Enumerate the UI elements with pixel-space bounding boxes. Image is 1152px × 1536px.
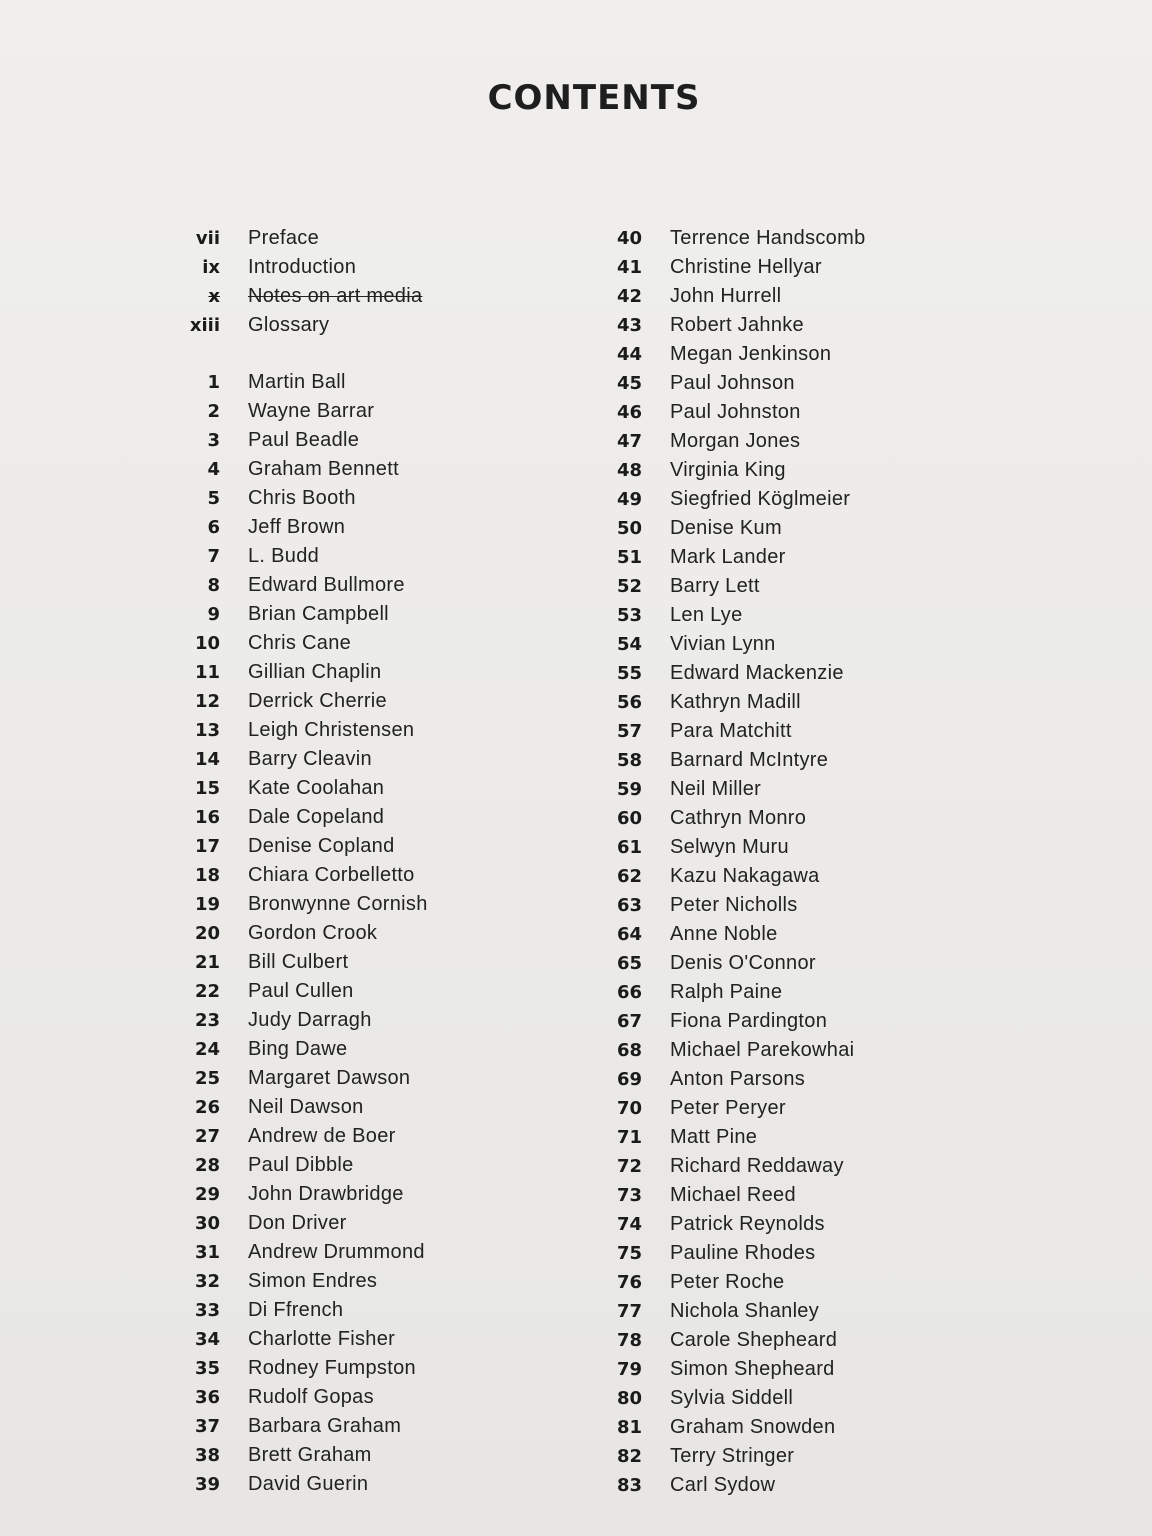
contents-entry xyxy=(168,513,428,542)
entry-page-number: 8 xyxy=(207,575,220,596)
contents-entry xyxy=(168,716,428,745)
entry-title: Selwyn Muru xyxy=(670,836,789,858)
entry-page-number: 47 xyxy=(616,431,642,452)
entry-page-number: 65 xyxy=(616,953,642,974)
entry-title: Barbara Graham xyxy=(248,1415,402,1437)
entry-page-number: 45 xyxy=(616,373,642,394)
entry-page-number: 33 xyxy=(194,1300,220,1321)
entry-title: Nichola Shanley xyxy=(670,1300,820,1322)
contents-entry xyxy=(168,658,428,687)
entry-page-number: 30 xyxy=(194,1213,220,1234)
contents-entry xyxy=(590,978,866,1007)
entry-title: Judy Darragh xyxy=(248,1009,372,1031)
entry-title: Richard Reddaway xyxy=(670,1155,844,1177)
entry-page-number: 77 xyxy=(616,1301,642,1322)
entry-title: Don Driver xyxy=(248,1212,347,1234)
contents-entry xyxy=(590,1268,866,1297)
contents-entry xyxy=(590,1297,866,1326)
entry-page-number: 61 xyxy=(616,837,642,858)
entry-page-number: 78 xyxy=(616,1330,642,1351)
entry-page-number: 62 xyxy=(616,866,642,887)
section-gap xyxy=(168,340,428,368)
artist-list-right xyxy=(590,224,866,1500)
entry-title: Robert Jahnke xyxy=(670,314,804,336)
entry-page-number: vii xyxy=(195,228,220,249)
entry-page-number: 44 xyxy=(616,344,642,365)
entry-title: Barnard McIntyre xyxy=(670,749,829,771)
entry-title: Graham Bennett xyxy=(248,458,399,480)
entry-title: Paul Dibble xyxy=(248,1154,354,1176)
entry-page-number: 1 xyxy=(207,372,220,393)
contents-entry xyxy=(168,1267,428,1296)
entry-title: Kazu Nakagawa xyxy=(670,865,820,887)
entry-page-number: 36 xyxy=(194,1387,220,1408)
contents-entry xyxy=(590,746,866,775)
contents-entry xyxy=(168,745,428,774)
contents-entry xyxy=(590,1326,866,1355)
entry-page-number: 37 xyxy=(194,1416,220,1437)
entry-page-number: 75 xyxy=(616,1243,642,1264)
contents-entry xyxy=(590,427,866,456)
contents-entry xyxy=(168,1412,428,1441)
contents-entry xyxy=(168,1238,428,1267)
contents-entry xyxy=(168,600,428,629)
entry-page-number: 17 xyxy=(194,836,220,857)
entry-page-number: 54 xyxy=(616,634,642,655)
contents-entry xyxy=(590,1413,866,1442)
contents-entry xyxy=(590,1442,866,1471)
entry-page-number: 66 xyxy=(616,982,642,1003)
entry-page-number: 41 xyxy=(616,257,642,278)
contents-entry xyxy=(168,1383,428,1412)
contents-entry xyxy=(590,1065,866,1094)
entry-title: Charlotte Fisher xyxy=(248,1328,396,1350)
contents-entry xyxy=(590,1471,866,1500)
entry-page-number: 71 xyxy=(616,1127,642,1148)
contents-entry xyxy=(590,1210,866,1239)
contents-entry xyxy=(590,833,866,862)
entry-page-number: 18 xyxy=(194,865,220,886)
entry-page-number: 60 xyxy=(616,808,642,829)
entry-title: Denis O'Connor xyxy=(670,952,816,974)
entry-page-number: 13 xyxy=(194,720,220,741)
contents-entry xyxy=(168,832,428,861)
entry-title: Bill Culbert xyxy=(248,951,349,973)
contents-entry xyxy=(168,1093,428,1122)
contents-entry xyxy=(168,455,428,484)
entry-page-number: 72 xyxy=(616,1156,642,1177)
entry-page-number: 67 xyxy=(616,1011,642,1032)
entry-page-number: 28 xyxy=(194,1155,220,1176)
entry-page-number: ix xyxy=(202,257,220,278)
entry-title: Peter Roche xyxy=(670,1271,785,1293)
contents-entry xyxy=(590,659,866,688)
entry-page-number: x xyxy=(208,286,220,307)
entry-page-number: 49 xyxy=(616,489,642,510)
contents-entry xyxy=(168,1441,428,1470)
entry-title: Siegfried Köglmeier xyxy=(670,488,851,510)
entry-title: Notes on art media xyxy=(248,285,423,307)
entry-title: Introduction xyxy=(248,256,357,278)
entry-page-number: 58 xyxy=(616,750,642,771)
contents-column-left xyxy=(168,224,428,1499)
contents-entry xyxy=(590,1007,866,1036)
entry-title: Matt Pine xyxy=(670,1126,758,1148)
contents-entry xyxy=(168,1209,428,1238)
contents-entry xyxy=(590,717,866,746)
contents-entry xyxy=(168,919,428,948)
contents-entry xyxy=(168,282,428,311)
contents-entry xyxy=(590,1094,866,1123)
entry-page-number: 35 xyxy=(194,1358,220,1379)
contents-entry xyxy=(168,803,428,832)
entry-page-number: 74 xyxy=(616,1214,642,1235)
entry-title: Peter Peryer xyxy=(670,1097,786,1119)
entry-title: Ralph Paine xyxy=(670,981,783,1003)
entry-title: Brian Campbell xyxy=(248,603,389,625)
contents-entry xyxy=(590,804,866,833)
entry-title: Denise Copland xyxy=(248,835,395,857)
entry-page-number: 19 xyxy=(194,894,220,915)
contents-entry xyxy=(168,1122,428,1151)
entry-title: Gillian Chaplin xyxy=(248,661,382,683)
entry-title: Dale Copeland xyxy=(248,806,385,828)
entry-title: Martin Ball xyxy=(248,371,346,393)
entry-page-number: 52 xyxy=(616,576,642,597)
entry-title: Andrew de Boer xyxy=(248,1125,396,1147)
contents-entry xyxy=(168,629,428,658)
contents-entry xyxy=(590,398,866,427)
entry-page-number: 56 xyxy=(616,692,642,713)
entry-title: David Guerin xyxy=(248,1473,369,1495)
entry-title: Sylvia Siddell xyxy=(670,1387,794,1409)
entry-page-number: 34 xyxy=(194,1329,220,1350)
entry-title: Glossary xyxy=(248,314,330,336)
contents-entry xyxy=(590,688,866,717)
entry-page-number: 38 xyxy=(194,1445,220,1466)
entry-title: Paul Cullen xyxy=(248,980,354,1002)
entry-title: Fiona Pardington xyxy=(670,1010,828,1032)
contents-entry xyxy=(590,543,866,572)
entry-title: Chiara Corbelletto xyxy=(248,864,415,886)
contents-entry xyxy=(590,1123,866,1152)
entry-title: John Hurrell xyxy=(670,285,782,307)
entry-page-number: 14 xyxy=(194,749,220,770)
entry-page-number: 16 xyxy=(194,807,220,828)
contents-entry xyxy=(168,948,428,977)
entry-page-number: 43 xyxy=(616,315,642,336)
entry-title: Kate Coolahan xyxy=(248,777,385,799)
entry-page-number: 27 xyxy=(194,1126,220,1147)
contents-entry xyxy=(590,1384,866,1413)
entry-title: Rudolf Gopas xyxy=(248,1386,374,1408)
entry-title: Michael Reed xyxy=(670,1184,796,1206)
entry-title: Chris Booth xyxy=(248,487,356,509)
entry-page-number: 69 xyxy=(616,1069,642,1090)
contents-entry xyxy=(168,224,428,253)
entry-page-number: 4 xyxy=(207,459,220,480)
entry-page-number: 70 xyxy=(616,1098,642,1119)
entry-page-number: 24 xyxy=(194,1039,220,1060)
entry-page-number: 15 xyxy=(194,778,220,799)
entry-page-number: 55 xyxy=(616,663,642,684)
entry-page-number: 79 xyxy=(616,1359,642,1380)
entry-title: John Drawbridge xyxy=(248,1183,404,1205)
contents-entry xyxy=(168,1354,428,1383)
entry-title: Vivian Lynn xyxy=(670,633,776,655)
entry-page-number: 40 xyxy=(616,228,642,249)
contents-entry xyxy=(590,862,866,891)
entry-title: Barry Cleavin xyxy=(248,748,372,770)
entry-title: Patrick Reynolds xyxy=(670,1213,825,1235)
entry-page-number: 64 xyxy=(616,924,642,945)
entry-title: Terry Stringer xyxy=(670,1445,795,1467)
entry-title: Christine Hellyar xyxy=(670,256,822,278)
entry-title: Gordon Crook xyxy=(248,922,378,944)
entry-page-number: 46 xyxy=(616,402,642,423)
entry-title: Preface xyxy=(248,227,320,249)
contents-entry xyxy=(168,542,428,571)
entry-title: Wayne Barrar xyxy=(248,400,375,422)
entry-title: Para Matchitt xyxy=(670,720,792,742)
entry-page-number: 2 xyxy=(207,401,220,422)
entry-page-number: 83 xyxy=(616,1475,642,1496)
contents-entry xyxy=(168,1064,428,1093)
contents-entry xyxy=(590,1355,866,1384)
artist-list-left xyxy=(168,368,428,1499)
entry-page-number: 81 xyxy=(616,1417,642,1438)
entry-page-number: 32 xyxy=(194,1271,220,1292)
entry-page-number: xiii xyxy=(189,315,220,336)
contents-entry xyxy=(590,1181,866,1210)
entry-title: Pauline Rhodes xyxy=(670,1242,816,1264)
entry-page-number: 57 xyxy=(616,721,642,742)
entry-title: Chris Cane xyxy=(248,632,352,654)
entry-page-number: 7 xyxy=(207,546,220,567)
contents-entry xyxy=(590,311,866,340)
contents-entry xyxy=(168,774,428,803)
entry-title: Cathryn Monro xyxy=(670,807,807,829)
page-title: CONTENTS xyxy=(487,78,701,118)
entry-title: Michael Parekowhai xyxy=(670,1039,855,1061)
contents-entry xyxy=(168,861,428,890)
contents-entry xyxy=(590,775,866,804)
entry-title: Neil Miller xyxy=(670,778,762,800)
entry-title: Jeff Brown xyxy=(248,516,346,538)
contents-entry xyxy=(168,253,428,282)
contents-entry xyxy=(168,571,428,600)
contents-entry xyxy=(168,426,428,455)
entry-page-number: 10 xyxy=(194,633,220,654)
contents-entry xyxy=(168,687,428,716)
entry-title: Edward Bullmore xyxy=(248,574,405,596)
entry-page-number: 68 xyxy=(616,1040,642,1061)
entry-title: Kathryn Madill xyxy=(670,691,801,713)
entry-title: Bronwynne Cornish xyxy=(248,893,428,915)
entry-title: L. Budd xyxy=(248,545,320,567)
contents-entry xyxy=(168,1325,428,1354)
entry-page-number: 3 xyxy=(207,430,220,451)
contents-entry xyxy=(590,891,866,920)
entry-page-number: 51 xyxy=(616,547,642,568)
entry-page-number: 76 xyxy=(616,1272,642,1293)
entry-title: Megan Jenkinson xyxy=(670,343,832,365)
entry-title: Paul Beadle xyxy=(248,429,360,451)
entry-title: Carl Sydow xyxy=(670,1474,776,1496)
contents-entry xyxy=(590,1036,866,1065)
contents-entry xyxy=(168,311,428,340)
contents-entry xyxy=(590,630,866,659)
entry-page-number: 9 xyxy=(207,604,220,625)
entry-page-number: 21 xyxy=(194,952,220,973)
entry-title: Terrence Handscomb xyxy=(670,227,866,249)
entry-title: Carole Shepheard xyxy=(670,1329,838,1351)
contents-entry xyxy=(168,1470,428,1499)
contents-entry xyxy=(590,1239,866,1268)
contents-entry xyxy=(590,253,866,282)
entry-page-number: 25 xyxy=(194,1068,220,1089)
contents-entry xyxy=(168,1035,428,1064)
contents-entry xyxy=(590,1152,866,1181)
entry-title: Mark Lander xyxy=(670,546,786,568)
entry-title: Graham Snowden xyxy=(670,1416,836,1438)
contents-column-right xyxy=(590,224,866,1500)
entry-page-number: 20 xyxy=(194,923,220,944)
contents-entry xyxy=(168,1296,428,1325)
entry-title: Rodney Fumpston xyxy=(248,1357,416,1379)
contents-entry xyxy=(168,484,428,513)
contents-entry xyxy=(590,514,866,543)
entry-title: Simon Shepheard xyxy=(670,1358,835,1380)
entry-page-number: 39 xyxy=(194,1474,220,1495)
contents-entry xyxy=(168,977,428,1006)
entry-title: Morgan Jones xyxy=(670,430,801,452)
entry-title: Virginia King xyxy=(670,459,786,481)
entry-page-number: 22 xyxy=(194,981,220,1002)
entry-title: Anne Noble xyxy=(670,923,778,945)
entry-title: Edward Mackenzie xyxy=(670,662,844,684)
entry-page-number: 53 xyxy=(616,605,642,626)
entry-title: Andrew Drummond xyxy=(248,1241,425,1263)
entry-page-number: 82 xyxy=(616,1446,642,1467)
contents-entry xyxy=(590,572,866,601)
entry-title: Neil Dawson xyxy=(248,1096,364,1118)
entry-page-number: 50 xyxy=(616,518,642,539)
contents-entry xyxy=(590,282,866,311)
entry-page-number: 42 xyxy=(616,286,642,307)
entry-page-number: 48 xyxy=(616,460,642,481)
contents-entry xyxy=(590,601,866,630)
entry-page-number: 6 xyxy=(207,517,220,538)
contents-entry xyxy=(168,368,428,397)
contents-entry xyxy=(168,1180,428,1209)
entry-page-number: 80 xyxy=(616,1388,642,1409)
entry-page-number: 5 xyxy=(207,488,220,509)
entry-title: Derrick Cherrie xyxy=(248,690,387,712)
front-matter-list xyxy=(168,224,428,340)
contents-entry xyxy=(590,224,866,253)
entry-page-number: 31 xyxy=(194,1242,220,1263)
contents-entry xyxy=(590,485,866,514)
entry-title: Paul Johnson xyxy=(670,372,795,394)
contents-entry xyxy=(590,369,866,398)
contents-entry xyxy=(168,890,428,919)
entry-title: Brett Graham xyxy=(248,1444,372,1466)
contents-entry xyxy=(168,397,428,426)
entry-title: Len Lye xyxy=(670,604,743,626)
entry-title: Di Ffrench xyxy=(248,1299,344,1321)
entry-page-number: 59 xyxy=(616,779,642,800)
entry-page-number: 63 xyxy=(616,895,642,916)
entry-title: Peter Nicholls xyxy=(670,894,798,916)
entry-title: Anton Parsons xyxy=(670,1068,806,1090)
contents-entry xyxy=(590,949,866,978)
entry-title: Margaret Dawson xyxy=(248,1067,411,1089)
contents-entry xyxy=(590,920,866,949)
entry-page-number: 12 xyxy=(194,691,220,712)
entry-title: Leigh Christensen xyxy=(248,719,415,741)
entry-title: Barry Lett xyxy=(670,575,760,597)
entry-title: Bing Dawe xyxy=(248,1038,348,1060)
entry-page-number: 11 xyxy=(194,662,220,683)
contents-entry xyxy=(590,340,866,369)
entry-page-number: 73 xyxy=(616,1185,642,1206)
entry-page-number: 23 xyxy=(194,1010,220,1031)
entry-title: Denise Kum xyxy=(670,517,782,539)
entry-title: Simon Endres xyxy=(248,1270,378,1292)
entry-page-number: 26 xyxy=(194,1097,220,1118)
entry-page-number: 29 xyxy=(194,1184,220,1205)
contents-entry xyxy=(590,456,866,485)
contents-entry xyxy=(168,1151,428,1180)
entry-title: Paul Johnston xyxy=(670,401,801,423)
contents-entry xyxy=(168,1006,428,1035)
